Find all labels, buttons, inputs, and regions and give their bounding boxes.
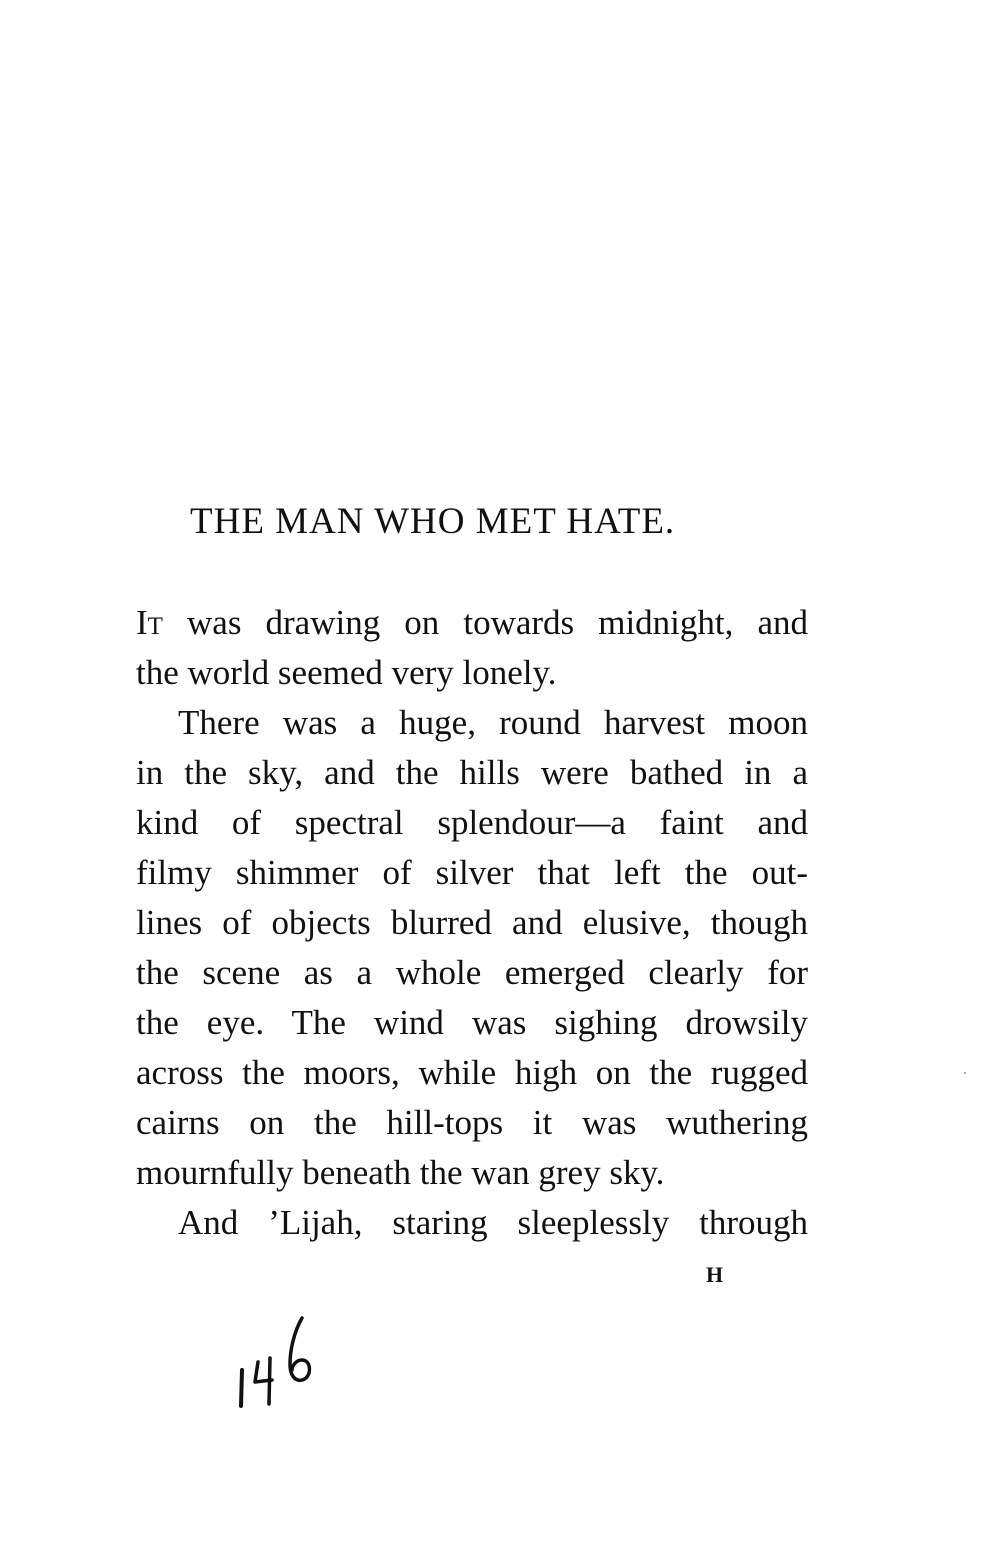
- text-line: in the sky, and the hills were bathed in a: [136, 753, 808, 792]
- text-line: And ’Lijah, staring sleeplessly through: [178, 1203, 808, 1242]
- text-line: the eye. The wind was sighing drowsily: [136, 1003, 808, 1042]
- chapter-title: THE MAN WHO MET HATE.: [190, 501, 676, 542]
- text-line: lines of objects blurred and elusive, though: [136, 903, 808, 942]
- drop-word: It: [136, 603, 163, 642]
- text-line: mournfully beneath the wan grey sky.: [136, 1153, 665, 1192]
- text-line-rest: was drawing on towards midnight, and: [162, 603, 808, 642]
- text-line: the scene as a whole emerged clearly for: [136, 953, 808, 992]
- text-line: There was a huge, round harvest moon: [178, 703, 808, 742]
- body-text: [136, 598, 808, 1248]
- text-line: the world seemed very lonely.: [136, 653, 557, 692]
- handwritten-number: [232, 1310, 332, 1410]
- text-line: [136, 598, 808, 648]
- text-line: kind of spectral splendour—a faint and: [136, 803, 808, 842]
- text-line: cairns on the hill-tops it was wuthering: [136, 1103, 808, 1142]
- text-line: filmy shimmer of silver that left the out-: [136, 853, 808, 892]
- signature-mark: H: [706, 1262, 725, 1287]
- page-speck: [964, 1072, 966, 1074]
- text-line: across the moors, while high on the rugged: [136, 1053, 808, 1092]
